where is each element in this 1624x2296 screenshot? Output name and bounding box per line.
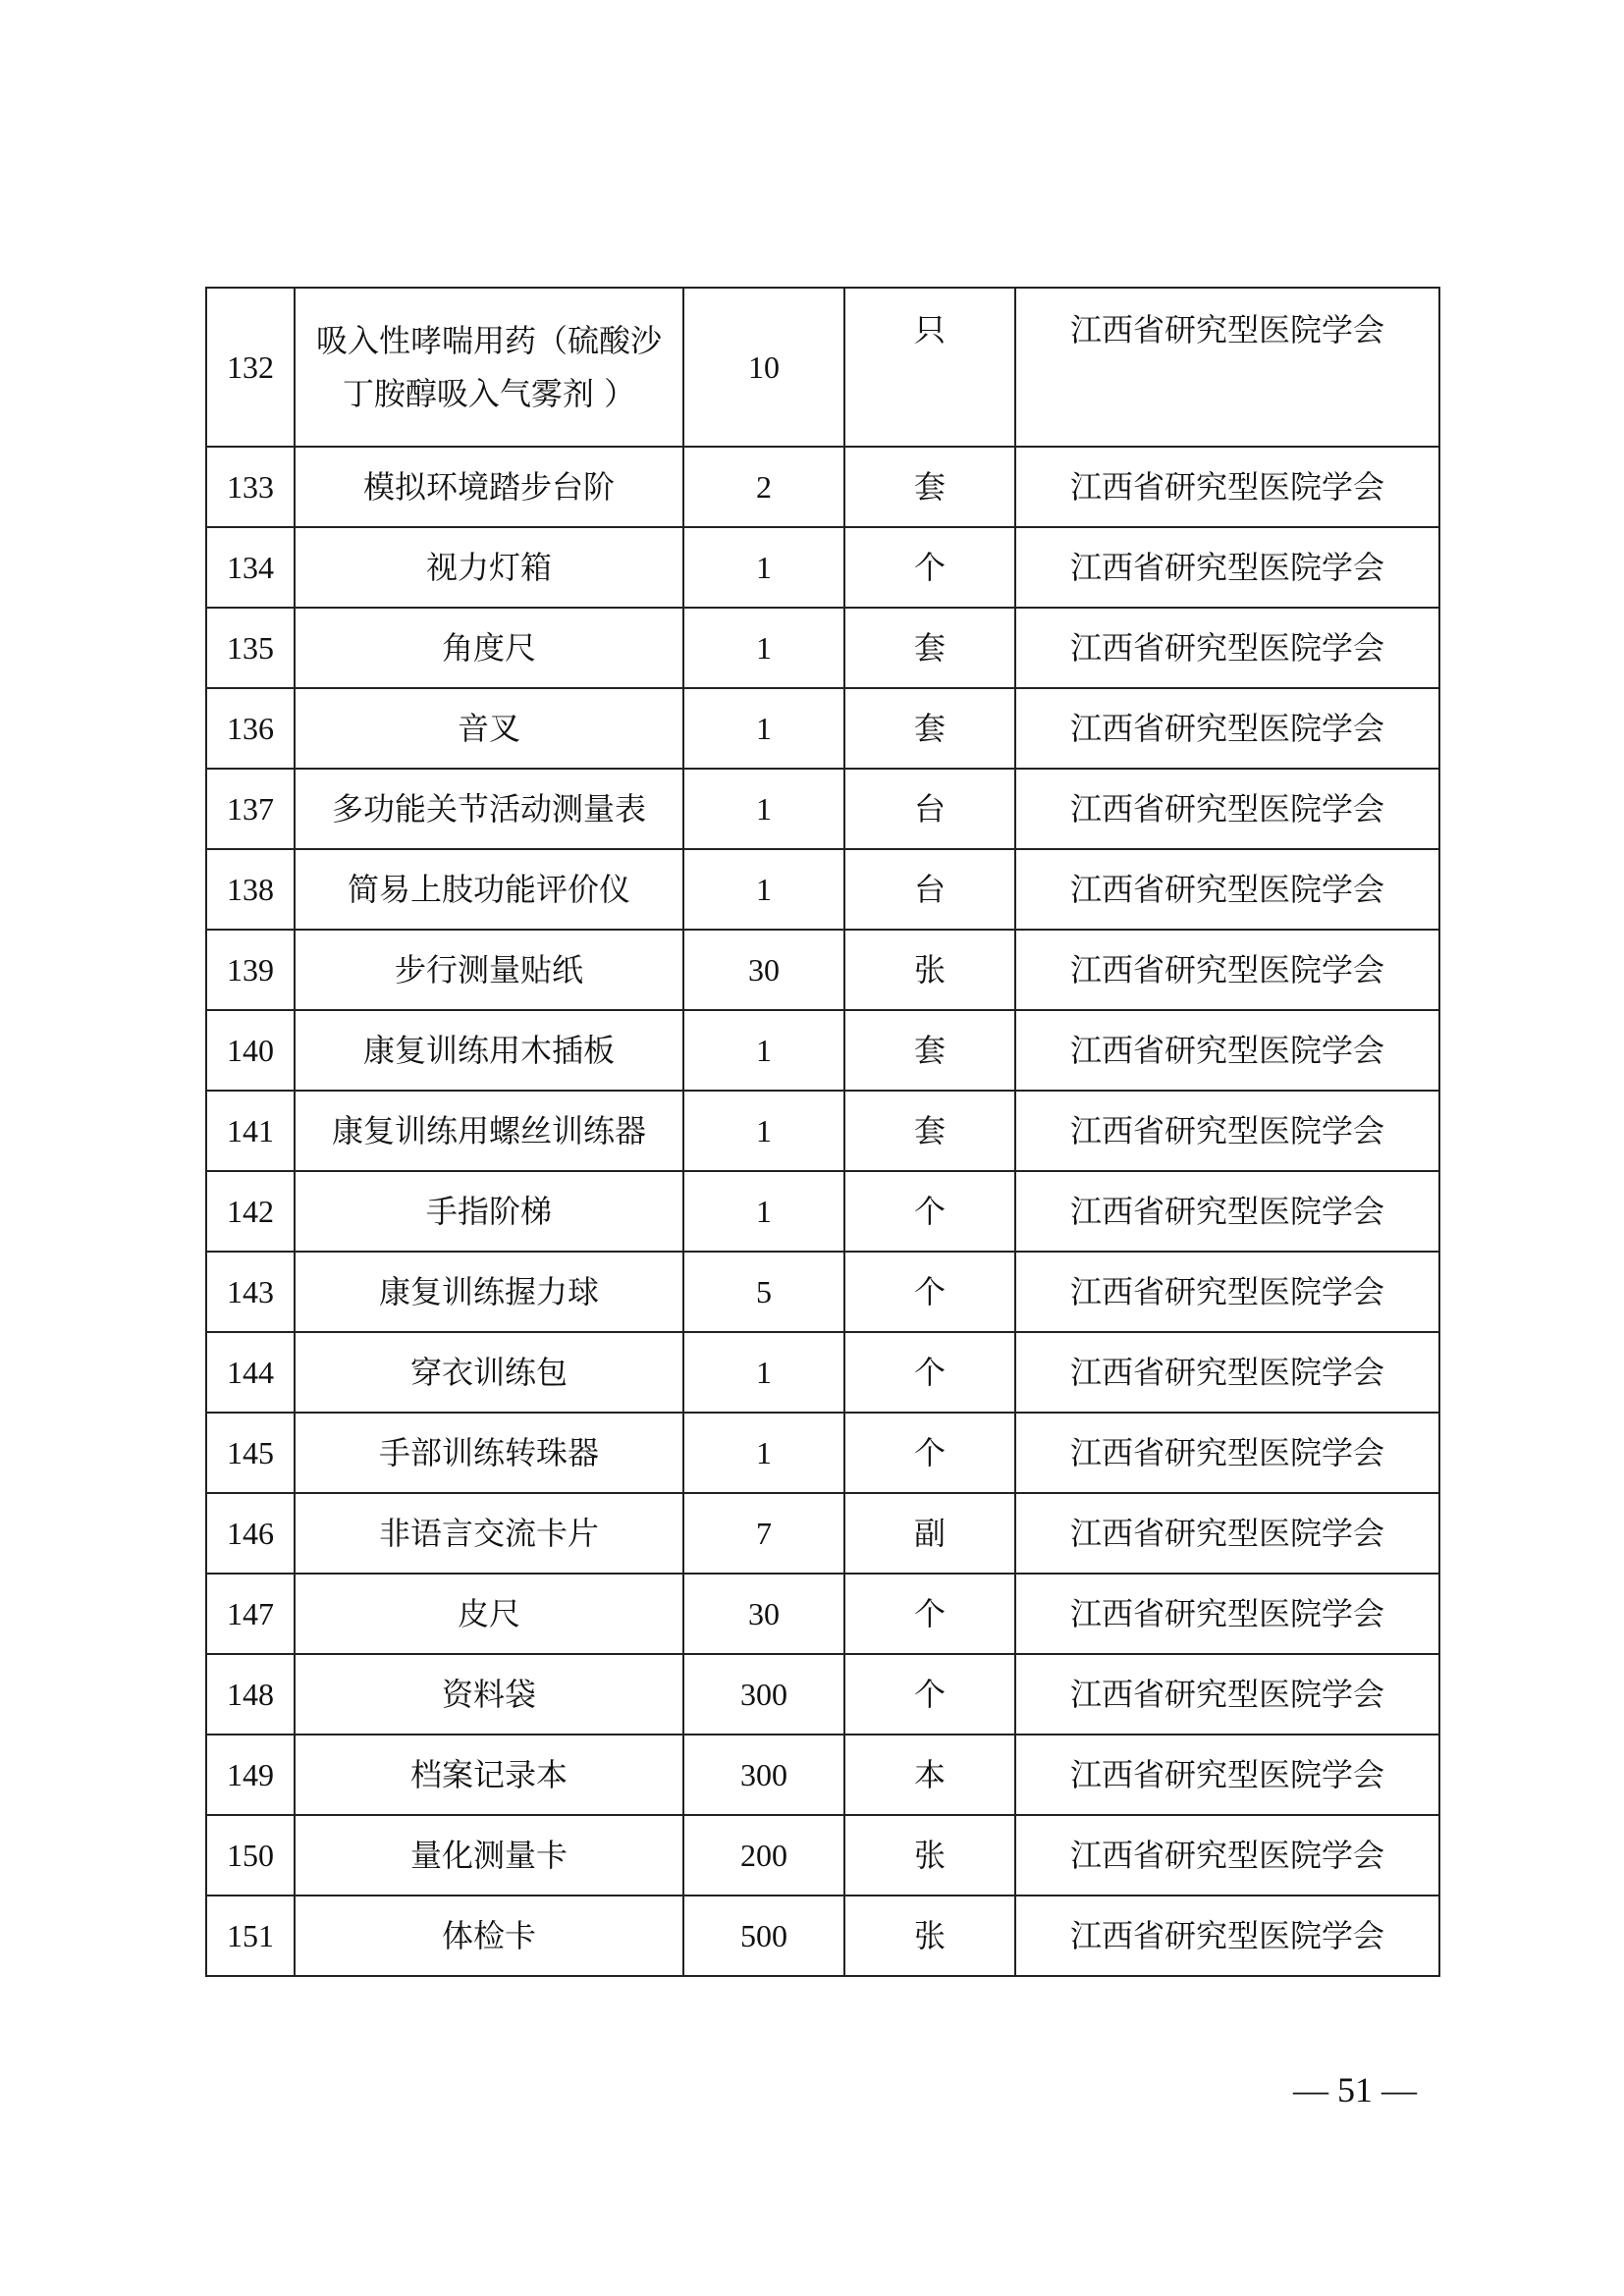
item-organization: 江西省研究型医院学会 (1015, 1091, 1439, 1171)
table-row (206, 1252, 1439, 1332)
row-number: 151 (206, 1896, 295, 1976)
item-quantity: 300 (683, 1654, 844, 1735)
item-quantity: 10 (683, 288, 844, 447)
table-row (206, 608, 1439, 688)
table-row (206, 1896, 1439, 1976)
row-number: 134 (206, 527, 295, 608)
table-row (206, 1574, 1439, 1654)
item-unit: 个 (844, 1252, 1015, 1332)
item-organization: 江西省研究型医院学会 (1015, 1735, 1439, 1815)
item-name: 康复训练用木插板 (295, 1010, 683, 1091)
item-unit: 副 (844, 1493, 1015, 1574)
table-row (206, 1332, 1439, 1413)
item-unit: 个 (844, 1654, 1015, 1735)
item-organization: 江西省研究型医院学会 (1015, 608, 1439, 688)
row-number: 135 (206, 608, 295, 688)
table-row (206, 1171, 1439, 1252)
table-row (206, 527, 1439, 608)
item-unit: 个 (844, 1171, 1015, 1252)
item-name: 吸入性哮喘用药（硫酸沙丁胺醇吸入气雾剂 ） (295, 288, 683, 447)
item-unit: 张 (844, 930, 1015, 1010)
row-number: 139 (206, 930, 295, 1010)
item-unit: 只 (844, 288, 1015, 447)
item-name: 皮尺 (295, 1574, 683, 1654)
item-name: 康复训练用螺丝训练器 (295, 1091, 683, 1171)
item-quantity: 1 (683, 1010, 844, 1091)
item-quantity: 1 (683, 1332, 844, 1413)
row-number: 146 (206, 1493, 295, 1574)
table-row (206, 288, 1439, 447)
row-number: 145 (206, 1413, 295, 1493)
row-number: 137 (206, 769, 295, 849)
item-quantity: 1 (683, 527, 844, 608)
item-unit: 套 (844, 1091, 1015, 1171)
item-name: 简易上肢功能评价仪 (295, 849, 683, 930)
item-name: 档案记录本 (295, 1735, 683, 1815)
item-unit: 台 (844, 849, 1015, 930)
item-organization: 江西省研究型医院学会 (1015, 1654, 1439, 1735)
item-organization: 江西省研究型医院学会 (1015, 1252, 1439, 1332)
item-quantity: 300 (683, 1735, 844, 1815)
item-quantity: 1 (683, 769, 844, 849)
item-name: 角度尺 (295, 608, 683, 688)
item-unit: 张 (844, 1896, 1015, 1976)
item-quantity: 2 (683, 447, 844, 527)
table-row (206, 1815, 1439, 1896)
item-quantity: 30 (683, 930, 844, 1010)
item-organization: 江西省研究型医院学会 (1015, 849, 1439, 930)
item-unit: 张 (844, 1815, 1015, 1896)
table-row (206, 1654, 1439, 1735)
row-number: 149 (206, 1735, 295, 1815)
item-unit: 套 (844, 688, 1015, 769)
item-name: 多功能关节活动测量表 (295, 769, 683, 849)
item-name: 手指阶梯 (295, 1171, 683, 1252)
row-number: 133 (206, 447, 295, 527)
item-unit: 个 (844, 527, 1015, 608)
item-quantity: 1 (683, 849, 844, 930)
row-number: 147 (206, 1574, 295, 1654)
item-organization: 江西省研究型医院学会 (1015, 527, 1439, 608)
item-organization: 江西省研究型医院学会 (1015, 1493, 1439, 1574)
item-name: 穿衣训练包 (295, 1332, 683, 1413)
item-unit: 套 (844, 447, 1015, 527)
item-quantity: 1 (683, 688, 844, 769)
item-name: 模拟环境踏步台阶 (295, 447, 683, 527)
table-row (206, 769, 1439, 849)
table-row (206, 930, 1439, 1010)
item-name: 体检卡 (295, 1896, 683, 1976)
row-number: 150 (206, 1815, 295, 1896)
item-name: 视力灯箱 (295, 527, 683, 608)
row-number: 141 (206, 1091, 295, 1171)
item-unit: 个 (844, 1574, 1015, 1654)
table-row (206, 1091, 1439, 1171)
item-name: 非语言交流卡片 (295, 1493, 683, 1574)
item-organization: 江西省研究型医院学会 (1015, 930, 1439, 1010)
item-name: 量化测量卡 (295, 1815, 683, 1896)
item-organization: 江西省研究型医院学会 (1015, 1815, 1439, 1896)
item-quantity: 5 (683, 1252, 844, 1332)
item-quantity: 7 (683, 1493, 844, 1574)
item-organization: 江西省研究型医院学会 (1015, 769, 1439, 849)
item-organization: 江西省研究型医院学会 (1015, 688, 1439, 769)
table-row (206, 447, 1439, 527)
item-quantity: 1 (683, 608, 844, 688)
item-unit: 套 (844, 1010, 1015, 1091)
item-unit: 套 (844, 608, 1015, 688)
item-quantity: 1 (683, 1413, 844, 1493)
inventory-table (205, 287, 1440, 1977)
item-name: 康复训练握力球 (295, 1252, 683, 1332)
item-unit: 个 (844, 1413, 1015, 1493)
inventory-table-body (206, 288, 1439, 1976)
item-unit: 台 (844, 769, 1015, 849)
row-number: 132 (206, 288, 295, 447)
item-organization: 江西省研究型医院学会 (1015, 1896, 1439, 1976)
row-number: 140 (206, 1010, 295, 1091)
item-unit: 本 (844, 1735, 1015, 1815)
item-name: 音叉 (295, 688, 683, 769)
item-organization: 江西省研究型医院学会 (1015, 1574, 1439, 1654)
item-name: 手部训练转珠器 (295, 1413, 683, 1493)
item-organization: 江西省研究型医院学会 (1015, 1332, 1439, 1413)
item-quantity: 1 (683, 1091, 844, 1171)
table-row (206, 1735, 1439, 1815)
item-organization: 江西省研究型医院学会 (1015, 1413, 1439, 1493)
page-number: — 51 — (1293, 2070, 1417, 2109)
row-number: 142 (206, 1171, 295, 1252)
table-row (206, 1493, 1439, 1574)
item-quantity: 500 (683, 1896, 844, 1976)
row-number: 148 (206, 1654, 295, 1735)
table-row (206, 1010, 1439, 1091)
row-number: 144 (206, 1332, 295, 1413)
row-number: 138 (206, 849, 295, 930)
table-row (206, 688, 1439, 769)
item-organization: 江西省研究型医院学会 (1015, 447, 1439, 527)
row-number: 143 (206, 1252, 295, 1332)
item-organization: 江西省研究型医院学会 (1015, 1171, 1439, 1252)
row-number: 136 (206, 688, 295, 769)
table-row (206, 1413, 1439, 1493)
item-quantity: 200 (683, 1815, 844, 1896)
item-quantity: 1 (683, 1171, 844, 1252)
item-organization: 江西省研究型医院学会 (1015, 288, 1439, 447)
item-quantity: 30 (683, 1574, 844, 1654)
item-name: 步行测量贴纸 (295, 930, 683, 1010)
item-name: 资料袋 (295, 1654, 683, 1735)
table-row (206, 849, 1439, 930)
item-unit: 个 (844, 1332, 1015, 1413)
item-organization: 江西省研究型医院学会 (1015, 1010, 1439, 1091)
